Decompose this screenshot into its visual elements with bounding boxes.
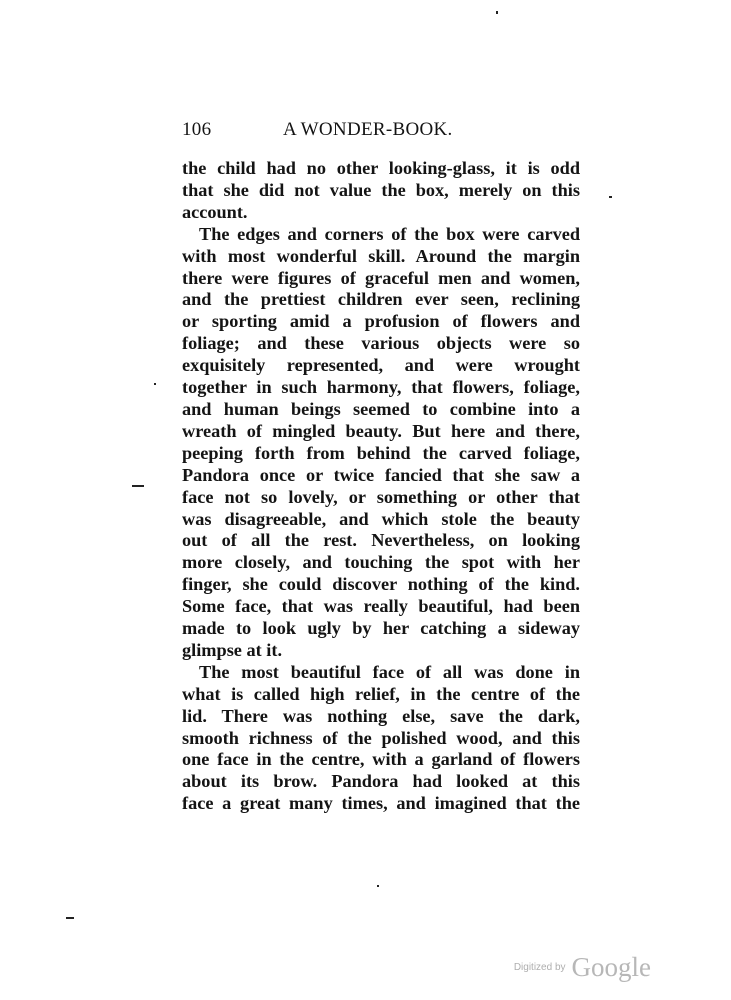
- text-line: lid. There was nothing else, save the dark,: [182, 705, 580, 726]
- text-line: together in such harmony, that flowers, foliage,: [182, 377, 580, 398]
- text-line: more closely, and touching the spot with her: [182, 552, 580, 573]
- text-line: and human beings seemed to combine into a: [182, 398, 580, 419]
- google-logo: Google: [571, 952, 651, 982]
- text-line: that she did not value the box, merely on this: [182, 179, 580, 200]
- text-line: smooth richness of the polished wood, and this: [182, 727, 580, 748]
- scan-speck: [66, 917, 74, 919]
- scan-speck: [132, 485, 144, 487]
- text-line: the child had no other looking-glass, it is odd: [182, 158, 580, 178]
- text-line: there were figures of graceful men and women,: [182, 267, 580, 288]
- paragraph-3: [182, 662, 580, 815]
- text-line: account.: [182, 201, 248, 222]
- paragraph-2: [182, 224, 580, 662]
- text-line: Pandora once or twice fancied that she saw a: [182, 464, 580, 485]
- running-title: A WONDER-BOOK.: [283, 119, 453, 140]
- text-line: finger, she could discover nothing of the kind.: [182, 574, 580, 595]
- scan-speck: [154, 383, 156, 385]
- text-line: made to look ugly by her catching a sideway: [182, 618, 580, 639]
- text-line: foliage; and these various objects were so: [182, 333, 580, 354]
- text-line: and the prettiest children ever seen, reclining: [182, 289, 580, 310]
- paragraph-1: [182, 158, 580, 224]
- text-line: The most beautiful face of all was done in: [199, 661, 580, 682]
- running-head: [182, 119, 582, 143]
- text-line: out of all the rest. Nevertheless, on looking: [182, 530, 580, 551]
- digitized-watermark: [514, 952, 651, 983]
- body-text: [182, 158, 580, 815]
- text-line: one face in the centre, with a garland of flowers: [182, 749, 580, 770]
- text-line: or sporting amid a profusion of flowers and: [182, 311, 580, 332]
- text-line: face not so lovely, or something or other that: [182, 486, 580, 507]
- text-line: glimpse at it.: [182, 639, 283, 660]
- text-line: peeping forth from behind the carved foliage,: [182, 442, 580, 463]
- text-line: The edges and corners of the box were carved: [199, 223, 580, 244]
- scan-speck: [377, 885, 379, 887]
- text-line: was disagreeable, and which stole the beauty: [182, 508, 580, 529]
- text-line: about its brow. Pandora had looked at this: [182, 771, 580, 792]
- text-line: what is called high relief, in the centre of the: [182, 683, 580, 704]
- scan-speck: [609, 196, 612, 198]
- page-number: 106: [182, 119, 212, 140]
- text-line: face a great many times, and imagined that the: [182, 793, 580, 814]
- text-line: wreath of mingled beauty. But here and there,: [182, 420, 580, 441]
- text-line: exquisitely represented, and were wrought: [182, 355, 580, 376]
- scan-speck: [496, 11, 498, 14]
- text-line: with most wonderful skill. Around the margin: [182, 245, 580, 266]
- text-line: Some face, that was really beautiful, had been: [182, 596, 580, 617]
- watermark-prefix: Digitized by: [513, 962, 566, 973]
